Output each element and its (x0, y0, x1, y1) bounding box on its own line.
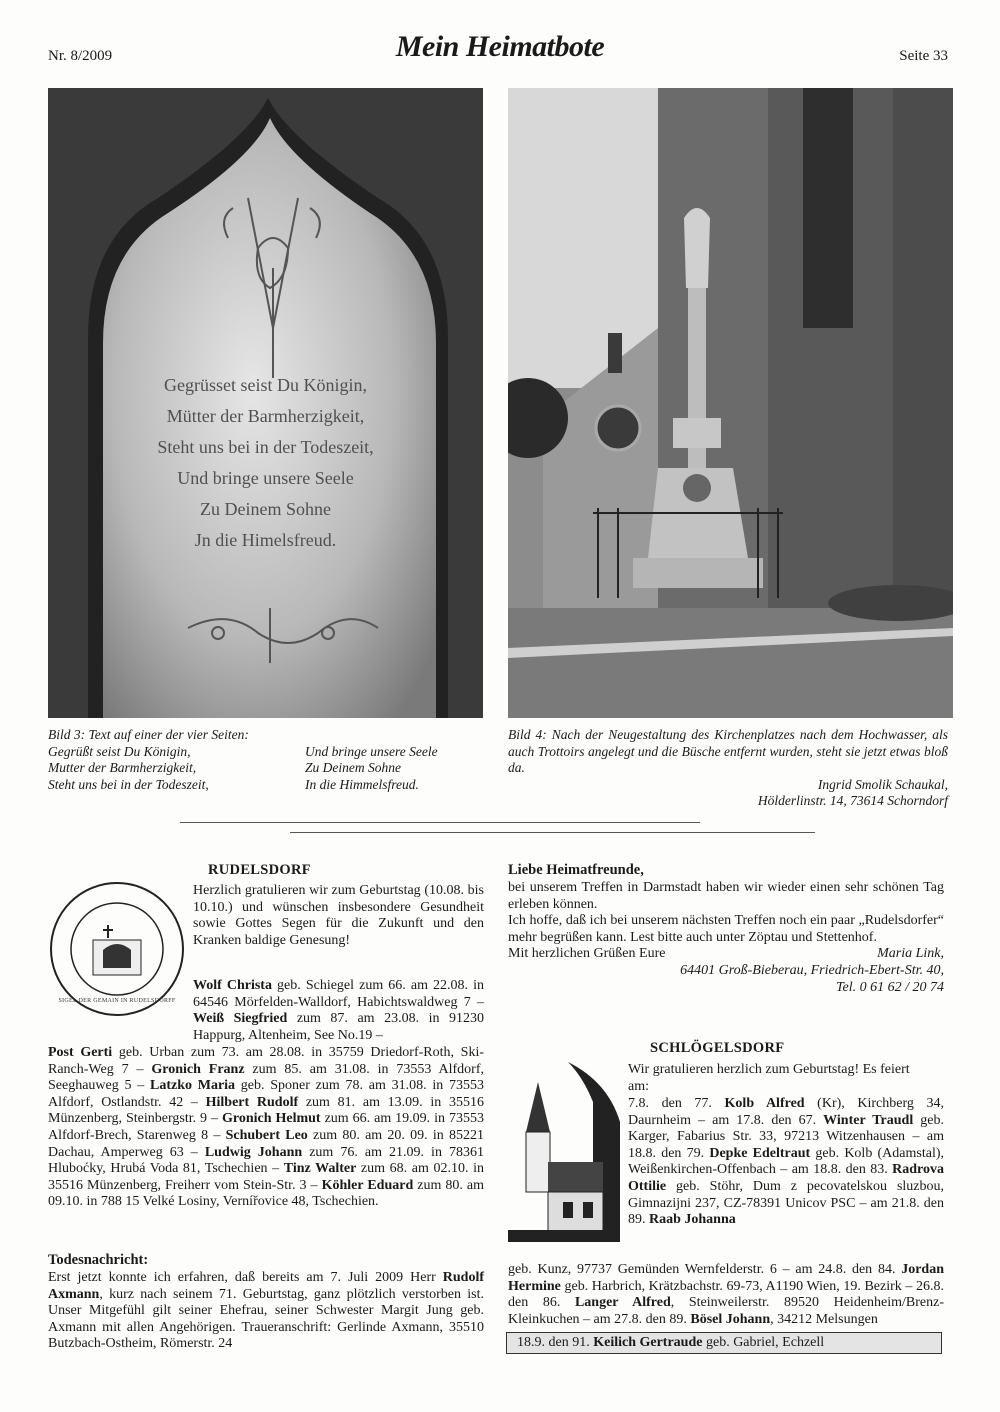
seal-text: SIGEL DER GEMAIN IN RUDELSDORFF (58, 998, 176, 1004)
section-heading-rudelsdorf: RUDELSDORF (208, 862, 311, 878)
inscription (48, 370, 483, 556)
inscription-line: Mütter der Barmherzigkeit, (166, 406, 365, 426)
caption-line: Steht uns bei in der Todeszeit, (48, 776, 209, 792)
entry-text: zum 87. am 23.08. in 91230 Happurg, Altenheim, See No.19 – (193, 1011, 484, 1043)
person-name: Radrova Ottilie (628, 1162, 944, 1194)
person-name: Tinz Walter (283, 1161, 357, 1177)
caption-bild-3 (48, 727, 483, 793)
schloegelsdorf-intro: Wir gratulieren herzlich zum Geburtstag! Es feiert am: (628, 1062, 910, 1094)
death-notice-text: Erst jetzt konnte ich erfahren, daß bereits am 7. Juli 2009 Herr (48, 1270, 443, 1285)
entry-text: geb. Sponer zum 78. am 31.08. in 73553 Alfdorf, Ostlandstr. 42 – (48, 1078, 484, 1110)
masthead-title: Mein Heimatbote (395, 30, 605, 63)
photo-church-column (508, 88, 953, 718)
section-heading-schloegelsdorf: SCHLÖGELSDORF (650, 1040, 785, 1056)
entry-text: geb. Gabriel, Echzell (702, 1335, 825, 1350)
inscription-line: Zu Deinem Sohne (200, 499, 331, 519)
letter-signature: Maria Link, (877, 946, 944, 962)
entry-text: geb. Karger, Fabarius Str. 33, 97213 Witzenhausen – am 18.8. den 79. (628, 1112, 944, 1161)
person-name: Winter Traudl (823, 1112, 914, 1128)
person-name: Raab Johanna (649, 1212, 736, 1228)
caption-line: Gegrüßt seist Du Königin, (48, 743, 191, 759)
person-name: Post Gerti (48, 1045, 113, 1060)
person-name: Jordan Hermine (508, 1262, 944, 1294)
person-name: Gronich Franz (151, 1061, 245, 1077)
letter-closing: Mit herzlichen Grüßen Eure (508, 946, 666, 962)
separator-rule (180, 822, 700, 823)
person-name: Ludwig Johann (204, 1144, 303, 1160)
person-name: Depke Edeltraut (709, 1145, 811, 1161)
rudelsdorf-intro: Herzlich gratulieren wir zum Geburtstag (10.08. bis 10.10.) und wünschen insbesondere Gesundheit sowie Gottes Segen für die Zukunft und den Kranken baldige Genesung! (193, 883, 484, 948)
highlight-box (506, 1332, 942, 1354)
death-notice-text: , kurz nach seinem 71. Geburtstag, ganz plötzlich verstorben ist. Unser Mitgefühl gilt seiner Ehefrau, seiner Schwester Margit Jung geb. Axmann mit allen Angehörigen. Traueranschrift: Gerlinde Axmann, 35510 Butzbach-Ostheim, Römerstr. 24 (48, 1286, 484, 1352)
person-name: Rudolf Axmann (48, 1270, 484, 1302)
church-illustration (508, 88, 953, 718)
letter-paragraph: bei unserem Treffen in Darmstadt haben wir wieder einen sehr schönen Tag erleben können. (508, 880, 944, 912)
caption-text: Bild 4: Nach der Neugestaltung des Kirchenplatzes nach dem Hochwasser, als auch Trottoirs angelegt und die Büsche entfernt wurden, steht sie jetzt etwas bloß da. (508, 727, 948, 775)
death-notice-heading: Todesnachricht: (48, 1252, 149, 1268)
person-name: Hilbert Rudolf (205, 1094, 299, 1110)
entry-text: zum 76. am 21.09. in 78361 Hluboćky, Hrubá Voda 81, Tschechien – (48, 1144, 484, 1177)
entry-text: , 34212 Melsungen (770, 1311, 878, 1327)
separator-rule (290, 832, 815, 833)
person-name: Köhler Eduard (321, 1177, 414, 1193)
inscription-line: Steht uns bei in der Todeszeit, (157, 437, 374, 457)
death-notice (48, 1270, 484, 1353)
rudelsdorf-birthdays-top (193, 978, 484, 1044)
schloegelsdorf-birthdays (508, 1262, 944, 1328)
entry-text: zum 80. am 20. 09. in 85221 Dachau, Amperweg 63 – (48, 1127, 484, 1160)
entry-text: geb. Harbrich, Krätzbachstr. 69-73, A1190 Wien, 19. Bezirk – 26.8. den 86. (508, 1278, 944, 1311)
entry-text: zum 80. am 09.10. in 788 15 Velké Losiny, Vernířovice 48, Tschechien. (48, 1177, 484, 1210)
caption-bild-4 (508, 727, 948, 810)
entry-text: geb. Stöhr, Dum z pecovatelskou sluzbou, Gimnazijni 237, CZ-78391 Unicov PSC – am 21.8. den 89. (628, 1178, 944, 1228)
letter-salutation: Liebe Heimatfreunde, (508, 862, 644, 878)
entry-text: geb. Schiegel zum 66. am 22.08. in 64546 Mörfelden-Walldorf, Habichtswaldweg 7 – (193, 978, 484, 1010)
entry-text: zum 66. am 19.09. in 73553 Alfdorf-Brech, Starenweg 8 – (48, 1111, 484, 1143)
entry-text: 18.9. den 91. (517, 1335, 594, 1350)
rudelsdorf-birthdays (48, 1045, 484, 1211)
caption-line: Mutter der Barmherzigkeit, (48, 760, 197, 775)
issue-number: Nr. 8/2009 (48, 48, 113, 64)
letter-address: 64401 Groß-Bieberau, Friedrich-Ebert-Str. 40, (680, 962, 944, 978)
schloegelsdorf-birthdays-top (628, 1096, 944, 1229)
person-name: Weiß Siegfried (193, 1011, 288, 1027)
entry-text: (Kr), Kirchberg 34, Daurnheim – am 17.8. den 67. (628, 1096, 944, 1128)
caption-title: Bild 3: Text auf einer der vier Seiten: (48, 727, 249, 742)
page-number: Seite 33 (899, 48, 948, 64)
caption-line: Und bringe unsere Seele (305, 743, 438, 759)
caption-line: Zu Deinem Sohne (305, 760, 401, 775)
person-name: Langer Alfred (574, 1295, 671, 1311)
letter-phone: Tel. 0 61 62 / 20 74 (836, 979, 944, 995)
letter-body (508, 880, 944, 996)
inscription-line: Gegrüsset seist Du Königin, (164, 375, 367, 395)
chapel-illustration (508, 1062, 620, 1242)
entry-text: geb. Kolb (Adamstal), Weißenkirchen-Offenbach – am 18.8. den 83. (628, 1145, 944, 1178)
entry-text: 7.8. den 77. (628, 1096, 725, 1111)
photo-gravestone (48, 88, 483, 718)
caption-line: In die Himmelsfreud. (305, 776, 419, 792)
person-name: Schubert Leo (225, 1127, 308, 1143)
caption-address: Hölderlinstr. 14, 73614 Schorndorf (757, 793, 948, 808)
letter-paragraph: Ich hoffe, daß ich bei unserem nächsten Treffen noch ein paar „Rudelsdorfer“ mehr begrüßen kann. Lest bitte auch unter Zöptau und Stettenhof. (508, 913, 944, 945)
entry-text: zum 85. am 31.08. in 73553 Alfdorf, Seeghauweg 5 – (48, 1061, 485, 1094)
rudelsdorf-seal (48, 880, 186, 1018)
entry-text: geb. Kunz, 97737 Gemünden Wernfelderstr. 6 – am 24.8. den 84. (508, 1262, 902, 1277)
inscription-line: Jn die Himelsfreud. (194, 530, 337, 550)
person-name: Latzko Maria (149, 1078, 236, 1094)
person-name: Gronich Helmut (222, 1111, 321, 1127)
entry-text: , Steinweilerstr. 89520 Heidenheim/Brenz-Kleinkuchen – am 27.8. den 89. (508, 1295, 945, 1327)
entry-text: geb. Urban zum 73. am 28.08. in 35759 Driedorf-Roth, Ski-Ranch-Weg 7 – (48, 1045, 485, 1077)
person-name: Wolf Christa (193, 978, 272, 993)
person-name: Keilich Gertraude (593, 1335, 703, 1350)
entry-text: zum 81. am 13.09. in 35516 Münzenberg, Steinbergstr. 9 – (48, 1094, 485, 1127)
person-name: Kolb Alfred (724, 1096, 805, 1111)
entry-text: zum 68. am 02.10. in 35516 Münzenberg, Freiherr vom Stein-Str. 3 – (48, 1161, 484, 1193)
inscription-line: Und bringe unsere Seele (177, 468, 354, 488)
person-name: Bösel Johann (690, 1311, 771, 1327)
caption-author: Ingrid Smolik Schaukal, (817, 776, 948, 792)
